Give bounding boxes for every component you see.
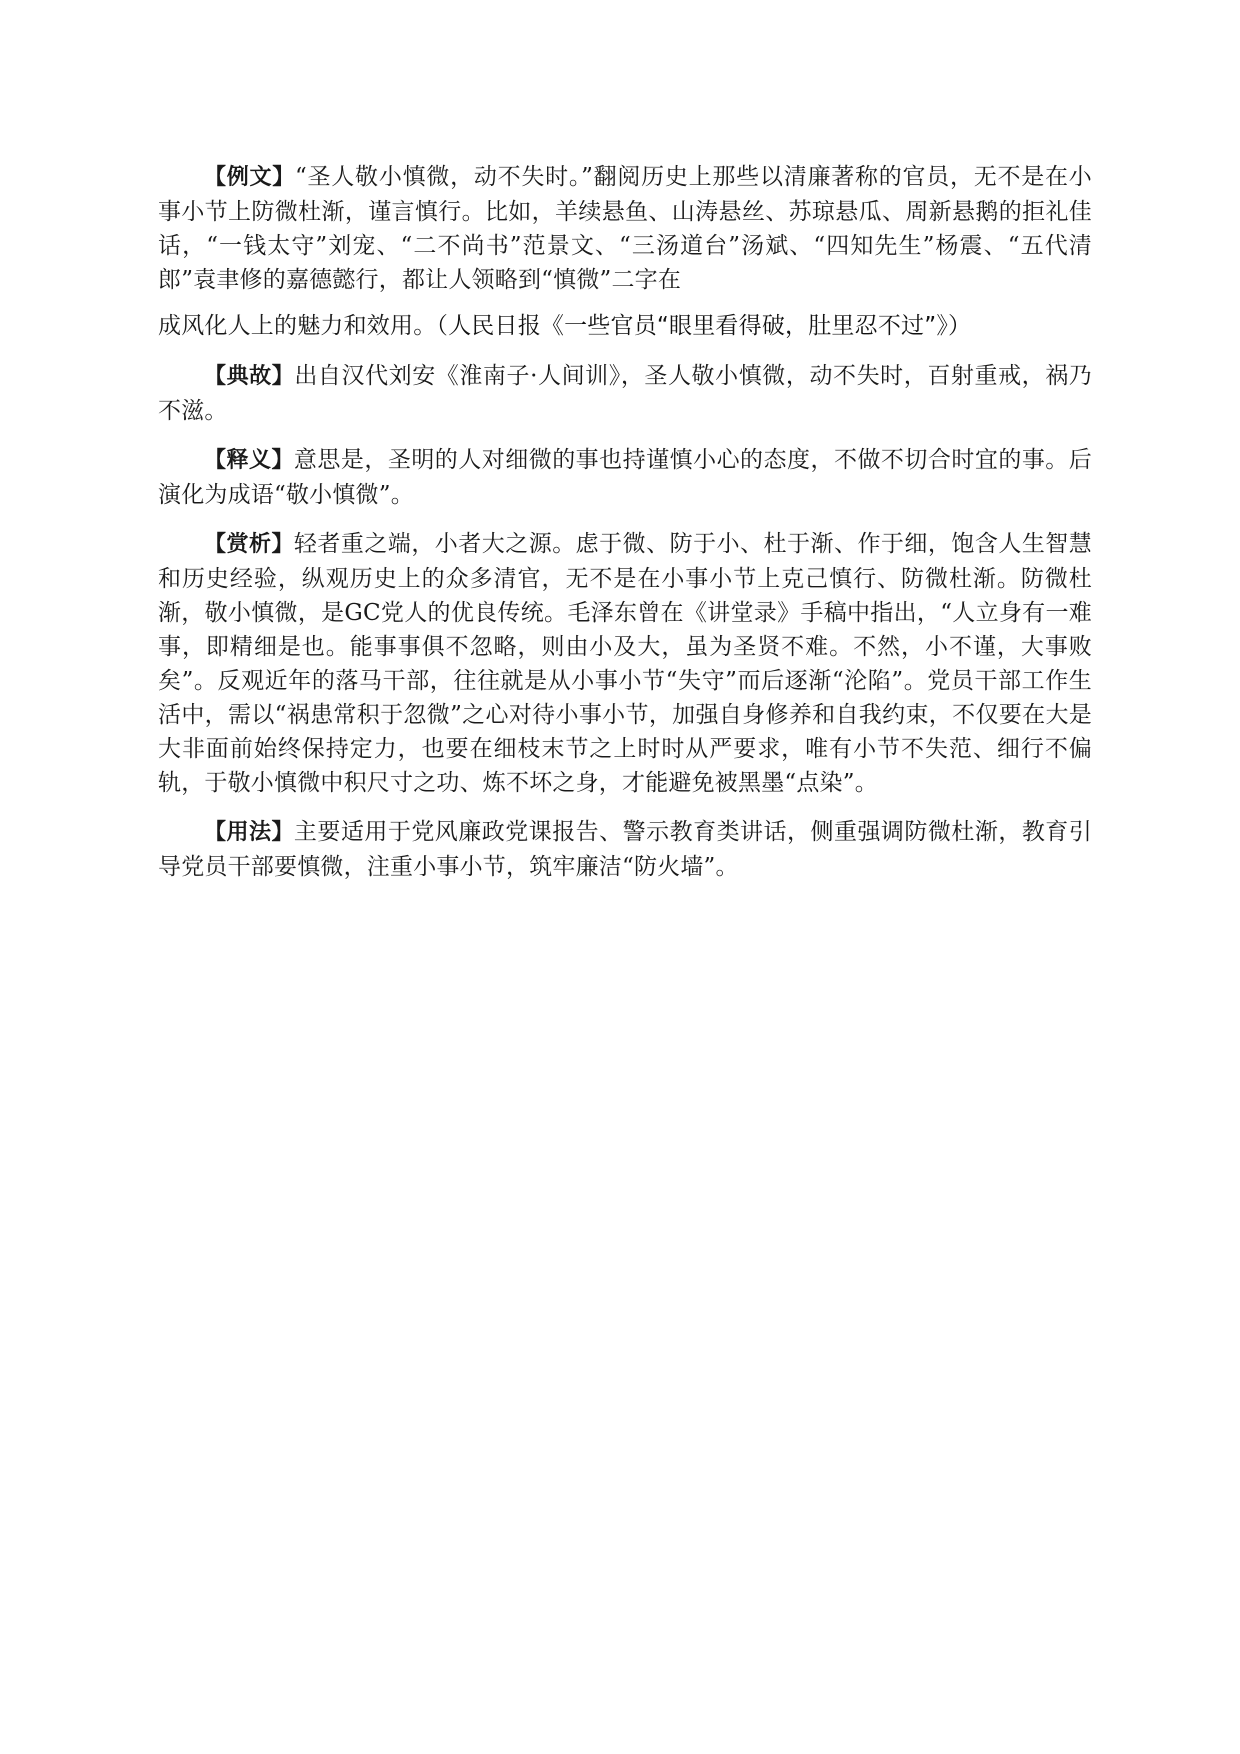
meaning-tag: 【释义】 bbox=[204, 448, 294, 473]
allusion-body: 出自汉代刘安《淮南子·人间训》，圣人敬小慎微，动不失时，百射重戒，祸乃不滋。 bbox=[158, 363, 1093, 424]
usage-paragraph bbox=[158, 815, 1092, 884]
example-tail: 成风化人上的魅力和效用。 bbox=[158, 313, 437, 339]
allusion-tag: 【典故】 bbox=[204, 364, 295, 389]
allusion-paragraph bbox=[158, 359, 1092, 428]
example-paragraph bbox=[158, 160, 1092, 343]
usage-tag: 【用法】 bbox=[204, 820, 294, 845]
section-spacer bbox=[158, 343, 1092, 359]
usage-body: 主要适用于党风廉政党课报告、警示教育类讲话，侧重强调防微杜渐，教育引导党员干部要慎微，注重小事小节，筑牢廉洁“防火墙”。 bbox=[158, 819, 1092, 880]
example-body: “圣人敬小慎微，动不失时。”翻阅历史上那些以清廉著称的官员，无不是在小事小节上防微杜渐，谨言慎行。比如，羊续悬鱼、山涛悬丝、苏琼悬瓜、周新悬鹅的拒礼佳话，“一钱太守”刘宠、“二不尚书”范景文、“三汤道台”汤斌、“四知先生”杨震、“五代清郎”袁聿修的嘉德懿行，都让人领略到“慎微”二字在 bbox=[158, 164, 1092, 293]
example-tag: 【例文】 bbox=[204, 165, 296, 190]
example-tail-line bbox=[158, 309, 1092, 343]
example-source: （人民日报《一些官员“眼里看得破，肚里忍不过”》） bbox=[436, 313, 972, 339]
analysis-paragraph bbox=[158, 527, 1092, 800]
analysis-tag: 【赏析】 bbox=[204, 532, 294, 557]
meaning-paragraph bbox=[158, 443, 1092, 512]
document-page bbox=[158, 160, 1092, 884]
analysis-body: 轻者重之端，小者大之源。虑于微、防于小、杜于渐、作于细，饱含人生智慧和历史经验，纵观历史上的众多清官，无不是在小事小节上克己慎行、防微杜渐。防微杜渐，敬小慎微，是GC党人的优良传统。毛泽东曾在《讲堂录》手稿中指出，“人立身有一难事，即精细是也。能事事俱不忽略，则由小及大，虽为圣贤不难。不然，小不谨，大事败矣”。反观近年的落马干部，往往就是从小事小节“失守”而后逐渐“沦陷”。党员干部工作生活中，需以“祸患常积于忽微”之心对待小事小节，加强自身修养和自我约束，不仅要在大是大非面前始终保持定力，也要在细枝末节之上时时从严要求，唯有小节不失范、细行不偏轨，于敬小慎微中积尺寸之功、炼不坏之身，才能避免被黑墨“点染”。 bbox=[158, 531, 1092, 796]
meaning-body: 意思是，圣明的人对细微的事也持谨慎小心的态度，不做不切合时宜的事。后演化为成语“敬小慎微”。 bbox=[158, 447, 1092, 508]
